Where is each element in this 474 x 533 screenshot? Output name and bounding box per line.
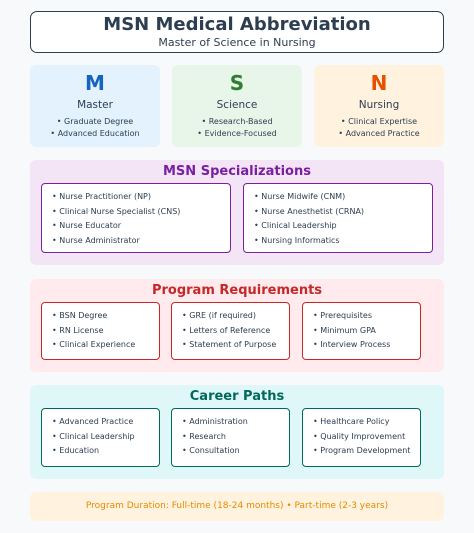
careers-column-2 bbox=[171, 408, 290, 467]
specializations-list-left bbox=[41, 183, 231, 253]
list-item: • Healthcare Policy bbox=[313, 417, 390, 426]
list-item: • Nursing Informatics bbox=[254, 235, 340, 245]
requirements-column-2 bbox=[171, 302, 290, 360]
list-item: • Interview Process bbox=[313, 340, 391, 350]
list-item: • Research bbox=[182, 431, 226, 441]
list-item: • Clinical Leadership bbox=[52, 431, 135, 441]
letter-point: • Advanced Education bbox=[50, 129, 140, 138]
list-item: • Clinical Nurse Specialist (CNS) bbox=[52, 206, 181, 216]
list-item: • Nurse Administrator bbox=[52, 235, 140, 245]
careers-column-1 bbox=[41, 408, 160, 467]
list-item: • Letters of Reference bbox=[182, 325, 271, 335]
page-title: MSN Medical Abbreviation bbox=[103, 14, 371, 35]
letter-point: • Graduate Degree bbox=[56, 117, 134, 126]
letter-card-m bbox=[30, 65, 160, 147]
list-item: • Quality Improvement bbox=[313, 431, 406, 441]
requirements-section bbox=[30, 279, 444, 372]
letter-point: • Clinical Expertise bbox=[340, 117, 418, 126]
section-title: MSN Specializations bbox=[163, 164, 311, 179]
list-item: • GRE (if required) bbox=[182, 311, 256, 320]
section-title: Career Paths bbox=[189, 389, 285, 404]
page-subtitle: Master of Science in Nursing bbox=[158, 36, 316, 49]
requirements-column-3 bbox=[302, 302, 421, 360]
list-item: • Consultation bbox=[182, 446, 240, 456]
letter-point: • Evidence-Focused bbox=[197, 129, 277, 138]
list-item: • Statement of Purpose bbox=[182, 340, 277, 350]
requirements-column-1 bbox=[41, 302, 160, 360]
careers-column-3 bbox=[302, 408, 421, 467]
list-item: • Clinical Experience bbox=[52, 340, 136, 350]
list-item: • Nurse Anesthetist (CRNA) bbox=[254, 206, 365, 216]
letter-card-s bbox=[172, 65, 302, 147]
letter-point: • Research-Based bbox=[201, 117, 273, 126]
list-item: • Administration bbox=[182, 417, 248, 426]
list-item: • Prerequisites bbox=[313, 311, 373, 320]
program-duration-footer: Program Duration: Full-time (18-24 months) • Part-time (2-3 years) bbox=[30, 492, 444, 521]
letter: M bbox=[85, 71, 105, 95]
letter: S bbox=[229, 71, 245, 95]
letter-card-n bbox=[314, 65, 444, 147]
list-item: • Clinical Leadership bbox=[254, 221, 337, 231]
list-item: • Nurse Practitioner (NP) bbox=[52, 192, 152, 201]
list-item: • Nurse Educator bbox=[52, 221, 122, 231]
list-item: • Advanced Practice bbox=[52, 417, 134, 426]
letter-word: Nursing bbox=[358, 99, 400, 111]
title-box bbox=[30, 11, 444, 53]
list-item: • BSN Degree bbox=[52, 311, 108, 320]
list-item: • Program Development bbox=[313, 446, 411, 456]
list-item: • Nurse Midwife (CNM) bbox=[254, 192, 346, 201]
list-item: • RN License bbox=[52, 325, 104, 335]
specializations-list-right bbox=[243, 183, 433, 253]
careers-section bbox=[30, 385, 444, 479]
section-title: Program Requirements bbox=[151, 283, 323, 298]
list-item: • Education bbox=[52, 446, 100, 456]
letter-word: Master bbox=[77, 99, 113, 111]
list-item: • Minimum GPA bbox=[313, 325, 376, 335]
letter-point: • Advanced Practice bbox=[338, 129, 420, 138]
letter-word: Science bbox=[216, 99, 258, 111]
letter: N bbox=[370, 71, 388, 95]
specializations-section bbox=[30, 160, 444, 265]
